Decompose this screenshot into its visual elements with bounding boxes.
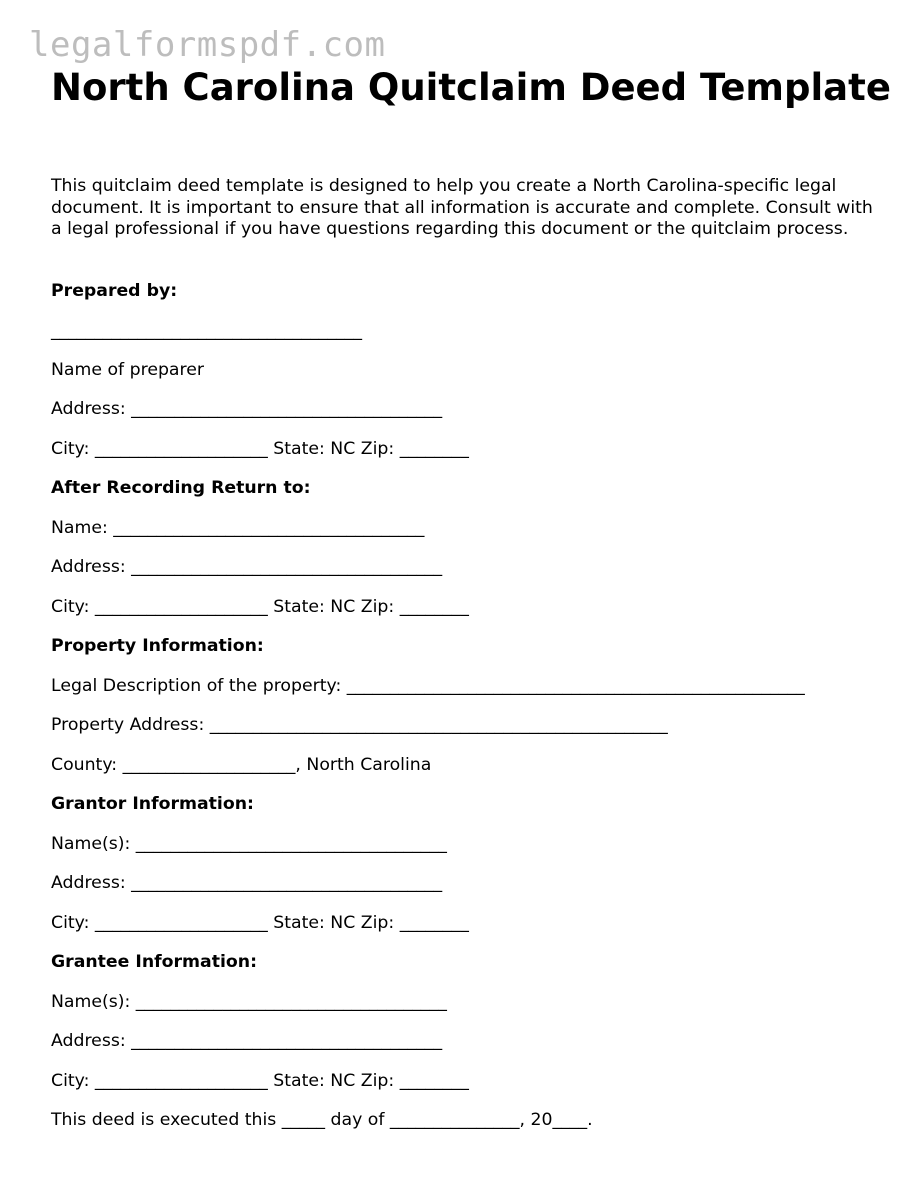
county-field[interactable]: County: ____________________, North Carolina [51, 755, 432, 775]
grantee-address-field[interactable]: Address: ____________________________________ [51, 1031, 443, 1051]
intro-paragraph: This quitclaim deed template is designed to help you create a North Carolina-specific legal document. It is important to ensure that all information is accurate and complete. Consult with a legal professional if you have questions regarding this document or the quitclaim process. [51, 176, 873, 239]
grantor-city-state-zip-field[interactable]: City: ____________________ State: NC Zip: ________ [51, 913, 469, 933]
grantee-city-state-zip-field[interactable]: City: ____________________ State: NC Zip: ________ [51, 1071, 469, 1091]
prepared-by-heading: Prepared by: [51, 281, 178, 301]
return-name-field[interactable]: Name: ____________________________________ [51, 518, 425, 538]
property-heading: Property Information: [51, 636, 264, 656]
return-to-heading: After Recording Return to: [51, 478, 311, 498]
legal-description-field[interactable]: Legal Description of the property: _____________________________________________________ [51, 676, 805, 696]
page-title: North Carolina Quitclaim Deed Template [51, 66, 891, 109]
preparer-address-field[interactable]: Address: ____________________________________ [51, 399, 443, 419]
watermark: legalformspdf.com [29, 25, 386, 65]
grantor-heading: Grantor Information: [51, 794, 254, 814]
return-city-state-zip-field[interactable]: City: ____________________ State: NC Zip: ________ [51, 597, 469, 617]
preparer-signature-line[interactable]: ____________________________________ [51, 321, 363, 341]
preparer-city-state-zip-field[interactable]: City: ____________________ State: NC Zip: ________ [51, 439, 469, 459]
property-address-field[interactable]: Property Address: _____________________________________________________ [51, 715, 668, 735]
execution-date-field[interactable]: This deed is executed this _____ day of _______________, 20____. [51, 1110, 593, 1130]
return-address-field[interactable]: Address: ____________________________________ [51, 557, 443, 577]
grantee-heading: Grantee Information: [51, 952, 257, 972]
grantor-names-field[interactable]: Name(s): ____________________________________ [51, 834, 447, 854]
grantor-address-field[interactable]: Address: ____________________________________ [51, 873, 443, 893]
grantee-names-field[interactable]: Name(s): ____________________________________ [51, 992, 447, 1012]
preparer-name-label: Name of preparer [51, 360, 204, 380]
